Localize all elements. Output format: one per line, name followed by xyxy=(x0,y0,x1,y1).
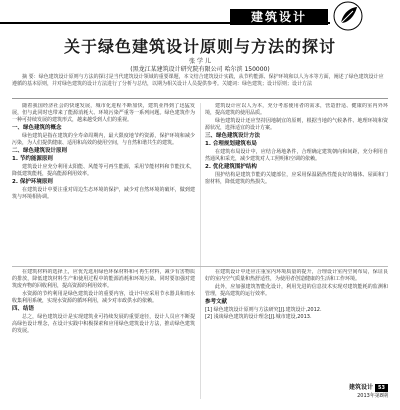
section-heading: 三、绿色建筑设计方法 xyxy=(205,133,261,139)
page-header xyxy=(0,0,400,30)
reference-item: [1] 绿色建筑设计原则与方法研究[J].建筑设计,2012. xyxy=(205,307,322,313)
subsection-heading: 2. 保护环境原则 xyxy=(12,179,53,185)
references-heading: 参考文献 xyxy=(205,299,228,305)
section-heading: 一、绿色建筑的概念 xyxy=(12,125,62,131)
paragraph: 绿色建筑设计还应坚持因地制宜的原则，根据当地的气候条件、地理环境和资源状况，选择适宜的设计方案。 xyxy=(205,118,388,131)
abstract-divider xyxy=(12,98,388,99)
article-title: 关于绿色建筑设计原则与方法的探讨 xyxy=(63,37,336,56)
paragraph: 建筑设计应充分利用太阳能、风能等可再生能源，采用节能材料和节能技术，降低建筑能耗，提高能源利用效率。 xyxy=(12,164,195,177)
mid-page-rule xyxy=(12,266,388,267)
paragraph: 围护结构是建筑节能的关键部位，应采用保温隔热性能良好的墙体、屋面和门窗材料，降低建筑的热损失。 xyxy=(205,172,388,185)
subsection-heading: 1. 节约能源原则 xyxy=(12,156,53,162)
paragraph: 在建筑材料的选择上，应优先选用绿色环保材料和可再生材料，减少有害物质的排放，降低建筑材料生产和使用过程中的能源消耗和环境污染。同时要加强对建筑废弃物的回收利用，提高资源的利用效率。 xyxy=(12,269,195,289)
section-heading: 四、结语 xyxy=(12,306,35,312)
reference-item: [2] 浅谈绿色建筑的设计理念[J].城市建设,2013. xyxy=(205,314,312,320)
page-number: 53 xyxy=(375,384,388,392)
paragraph: 水资源的节约利用是绿色建筑设计的重要内容，设计中应采用节水器具和雨水收集利用系统，实现水资源的循环利用，减少对市政供水的依赖。 xyxy=(12,291,195,304)
column-right-top xyxy=(205,103,388,267)
column-right-bottom xyxy=(205,269,388,385)
column-divider xyxy=(200,103,201,399)
column-left-bottom xyxy=(12,269,195,403)
page-footer xyxy=(318,384,388,400)
paragraph: 在建筑设计中还应注重室内环境质量的提升，合理设计室内空间布局，保证良好的室内空气质量和热舒适性，为使用者创造健康的生活和工作环境。 xyxy=(205,269,388,282)
abstract: 摘 要：绿色建筑设计原则与方法的探讨是当代建筑设计领域的重要课题，本文结合建筑设计实践，从节约能源、保护环境和以人为本等方面，阐述了绿色建筑设计应遵循的基本原则，并对绿色建筑的设计方法进行了分析与总结，以期为相关设计人员提供参考。关键词：绿色建筑；设计原则；设计方法 xyxy=(12,74,384,87)
subsection-heading: 2. 优化建筑围护结构 xyxy=(205,164,257,170)
subsection-heading: 1. 合理规划建筑布局 xyxy=(205,141,257,147)
column-left-top xyxy=(12,103,195,267)
paragraph: 在建筑设计中要注重对周边生态环境的保护，减少对自然环境的破坏，做到建筑与环境相协调。 xyxy=(12,187,195,200)
section-heading: 二、绿色建筑设计原则 xyxy=(12,148,68,154)
leaf-logo-icon xyxy=(333,1,363,31)
paragraph: 随着我国经济社会的快速发展，城市化进程不断加快，建筑业得到了迅猛发展，但与此同时也带来了能源消耗大、环境污染严重等一系列问题。绿色建筑作为一种可持续发展的建筑形式，越来越受到人们的重视。 xyxy=(12,103,195,123)
author-affiliation: (黑龙江某建筑设计研究院有限公司 哈尔滨 150000) xyxy=(130,66,270,73)
section-tag: 建筑设计 xyxy=(230,9,328,25)
paragraph: 绿色建筑是指在建筑的全寿命周期内，最大限度地节约资源，保护环境和减少污染，为人们提供健康、适用和高效的使用空间，与自然和谐共生的建筑。 xyxy=(12,133,195,146)
article-author: 张 学 儿 xyxy=(189,58,211,65)
paragraph: 建筑设计应以人为本，充分考虑使用者的需求，营造舒适、健康的室内外环境，提高建筑的使用品质。 xyxy=(205,103,388,116)
paragraph: 总之，绿色建筑设计是实现建筑业可持续发展的重要途径，设计人员应不断提高绿色设计理念，在设计实践中积极探索和应用绿色建筑设计方法，推动绿色建筑的发展。 xyxy=(12,314,195,334)
footer-issue: 2013年第8期 xyxy=(357,393,388,399)
footer-journal: 建筑设计 xyxy=(349,384,374,391)
paragraph: 在建筑布局设计中，应结合场地条件，合理确定建筑朝向和间距，充分利用自然通风和采光，减少建筑对人工照明和空调的依赖。 xyxy=(205,149,388,162)
paragraph: 此外，应加强建筑智能化设计，利用先进的信息技术实现对建筑能耗的监测和管理，提高建筑的运行效率。 xyxy=(205,284,388,297)
